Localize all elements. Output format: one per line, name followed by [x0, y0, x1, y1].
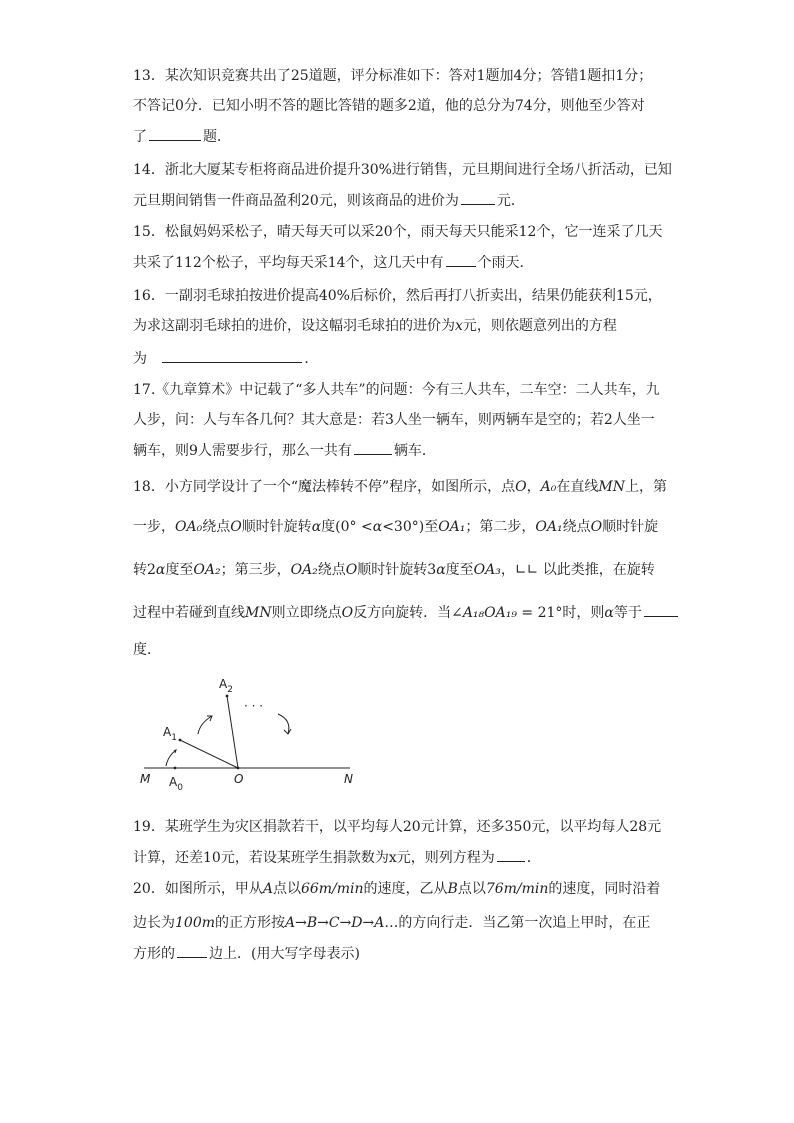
q18-math: O: [345, 562, 358, 578]
label-a0: $A_0$: [169, 775, 183, 793]
q14-text-b: 元．: [496, 193, 525, 209]
q15-text-b: 个雨天．: [477, 255, 534, 271]
point-o: [237, 767, 240, 770]
q18-math: O: [341, 605, 354, 621]
q18-text: 等于: [613, 605, 642, 621]
arrowhead-3: [284, 729, 291, 734]
q13-text-a: 了: [133, 129, 147, 145]
q18-answer-blank[interactable]: [644, 602, 678, 617]
rotation-arrow-2: [198, 716, 212, 734]
q19-text-a: 计算，还差10元，若设某班学生捐款数为x元，则列方程为: [133, 850, 495, 866]
q17-text-a: 辆车，则9人需要步行，那么一共有: [133, 443, 352, 459]
point-a2: [226, 695, 229, 698]
q17-line3: [133, 440, 436, 461]
q20-text: 的速度，同时沿着: [548, 881, 661, 897]
q20-math: A→B→C→D→A…: [285, 915, 399, 931]
q20-math: 76m/min: [485, 881, 549, 897]
q18-math: MN: [598, 479, 625, 495]
q17-answer-blank[interactable]: [354, 440, 392, 455]
q18-text: 顺时针旋转3: [357, 562, 437, 578]
q18-math: OA₂: [290, 562, 318, 578]
q20-text: 的速度，乙从: [363, 881, 448, 897]
q13-line3: [133, 126, 231, 147]
q14-line1: 14．浙北大厦某专柜将商品进价提升30%进行销售，元旦期间进行全场八折活动，已知: [133, 162, 672, 178]
label-o: O: [234, 772, 244, 786]
q18-text: 则立即绕点: [271, 605, 342, 621]
q16-text-c: 为: [133, 351, 147, 367]
q18-text: 顺时针旋转: [241, 519, 312, 535]
q20-answer-blank[interactable]: [177, 943, 207, 958]
q18-text: 绕点: [202, 519, 231, 535]
q20-text: 边长为: [133, 915, 175, 931]
q18-text: 度至: [445, 562, 474, 578]
q18-math: O: [515, 479, 527, 495]
q18-math: α: [604, 605, 614, 621]
q19-answer-blank[interactable]: [497, 847, 525, 862]
q18-math: α: [436, 562, 446, 578]
q18-line1: [133, 477, 667, 497]
rotation-arrow-1: [166, 750, 176, 766]
q15-line1: 15．松鼠妈妈采松子，晴天每天可以采20个，雨天每天只能采12个，它一连采了几天: [133, 224, 663, 240]
q20-text-a: 方形的: [133, 946, 175, 962]
label-a1: $A_1$: [163, 725, 177, 743]
q16-line3: [133, 348, 318, 369]
q16-answer-blank[interactable]: [162, 348, 302, 363]
q18-math: OA₃: [473, 562, 501, 578]
q19-line2: [133, 847, 541, 868]
q18-text: ，: [526, 479, 541, 495]
q20-text: 的方向行走．当乙第一次追上甲时，在正: [398, 915, 651, 931]
q16-text-b: 元，则依题意列出的方程: [462, 318, 617, 334]
q19-text-b: ．: [526, 850, 541, 866]
label-m: M: [140, 772, 151, 786]
q15-answer-blank[interactable]: [446, 252, 476, 267]
point-a0: [174, 767, 177, 770]
q18-math: α: [311, 519, 322, 535]
dots-label: · · ·: [244, 699, 264, 713]
q18-line4: [133, 602, 680, 623]
q18-math: OA₁: [535, 519, 563, 535]
q14-answer-blank[interactable]: [461, 190, 495, 205]
q20-line3: [133, 943, 360, 964]
label-a2: $A_2$: [219, 677, 233, 695]
q19-line1: 19．某班学生为灾区捐款若干，以平均每人20元计算，还多350元，以平均每人28元: [133, 819, 662, 835]
point-a1: [179, 739, 182, 742]
q20-math: 66m/min: [300, 881, 364, 897]
q13-line2: 不答记0分．已知小明不答的题比答错的题多2道，他的总分为74分，则他至少答对: [133, 98, 645, 114]
q17-line1: 17.《九章算术》中记载了“多人共车”的问题：今有三人共车，二车空：二人共车，九: [133, 382, 660, 398]
q20-text: 点以: [457, 881, 486, 897]
q17-text-b: 辆车．: [393, 443, 436, 459]
q18-text: 度(0° <: [321, 519, 373, 535]
q18-text: ，∟∟ 以此类推，在旋转: [500, 562, 655, 578]
q18-text: ；第二步，: [465, 519, 536, 535]
ray-oa2: [227, 696, 238, 768]
q14-line2: [133, 190, 525, 211]
q18-text: 度至: [165, 562, 194, 578]
q16-line2: [133, 316, 617, 336]
q18-text: 18．小方同学设计了一个“魔法棒转不停”程序，如图所示，点: [133, 479, 516, 495]
ray-oa1: [180, 740, 238, 768]
q18-text: 过程中若碰到直线: [133, 605, 245, 621]
q18-text: 一步，: [133, 519, 175, 535]
q18-math: OA₂: [193, 562, 221, 578]
q18-math: A₀: [540, 479, 557, 495]
q13-text-b: 题．: [203, 129, 231, 145]
q18-text: <30°)至: [382, 519, 439, 535]
q20-math: A: [262, 881, 273, 897]
q13-answer-blank[interactable]: [149, 126, 201, 141]
q18-text: 转2: [133, 562, 156, 578]
q18-math: MN: [245, 605, 272, 621]
q18-math: O: [230, 519, 242, 535]
q16-variable-x: x: [455, 318, 463, 334]
q18-math: O: [590, 519, 603, 535]
q18-math: OA₁: [438, 519, 466, 535]
q18-math: α: [372, 519, 383, 535]
q20-text: 20．如图所示，甲从: [133, 881, 263, 897]
q18-line5: 度．: [133, 642, 161, 658]
rotation-arrow-3: [278, 714, 289, 734]
q16-text-d: ．: [304, 351, 319, 367]
q15-text-a: 共采了112个松子，平均每天采14个，这几天中有: [133, 255, 444, 271]
q20-text: 点以: [272, 881, 301, 897]
rotation-figure: [138, 668, 368, 798]
q15-line2: [133, 252, 534, 273]
q18-text: 绕点: [317, 562, 346, 578]
q16-text-a: 为求这副羽毛球拍的进价，设这幅羽毛球拍的进价为: [133, 318, 455, 334]
q18-text: 反方向旋转．当∠: [353, 605, 463, 621]
q18-math: A₁₈OA₁₉: [462, 605, 517, 621]
q18-text: 顺时针旋: [602, 519, 659, 535]
q18-math: α: [155, 562, 166, 578]
q18-line2: [133, 517, 658, 537]
label-n: N: [344, 772, 353, 786]
q18-text: = 21°时，则: [516, 605, 605, 621]
q16-line1: 16．一副羽毛球拍按进价提高40%后标价，然后再打八折卖出，结果仍能获利15元，: [133, 288, 662, 304]
q20-line2: [133, 913, 650, 933]
q17-line2: 人步，问：人与车各几何？其大意是：若3人坐一辆车，则两辆车是空的；若2人坐一: [133, 412, 655, 428]
q20-text: 的正方形按: [215, 915, 285, 931]
q13-line1: 13．某次知识竞赛共出了25道题，评分标准如下：答对1题加4分；答错1题扣1分；: [133, 68, 653, 84]
q18-line3: [133, 560, 655, 580]
q20-math: B: [447, 881, 458, 897]
q18-text: 绕点: [562, 519, 591, 535]
q18-text: 在直线: [556, 479, 599, 495]
q18-math: OA₀: [175, 519, 203, 535]
q18-text: ；第三步，: [220, 562, 291, 578]
q18-text: 上，第: [624, 479, 667, 495]
q20-text-b: 边上．(用大写字母表示): [209, 946, 360, 962]
q20-line1: [133, 879, 660, 899]
q20-math: 100m: [175, 915, 215, 931]
q14-text-a: 元旦期间销售一件商品盈利20元，则该商品的进价为: [133, 193, 459, 209]
